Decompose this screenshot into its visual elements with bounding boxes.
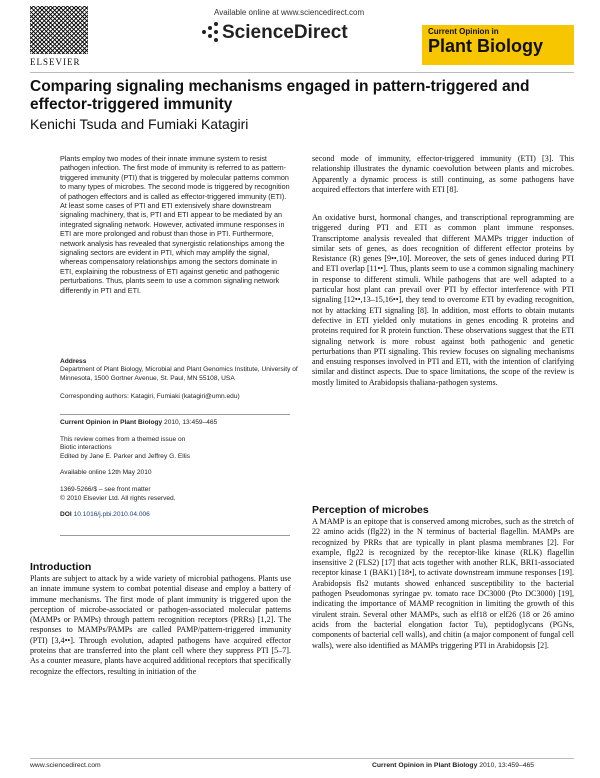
copyright-line: © 2010 Elsevier Ltd. All rights reserved.	[60, 494, 176, 502]
footer-citation	[372, 762, 534, 769]
perception-heading: Perception of microbes	[312, 504, 429, 516]
issue-editors: Edited by Jane E. Parker and Jeffrey G. Ellis	[60, 452, 190, 460]
footer-journal: Current Opinion in Plant Biology	[372, 762, 478, 769]
journal-banner-title: Plant Biology	[428, 36, 544, 56]
second-column-paragraph-1: second mode of immunity, effector-triggered immunity (ETI) [3]. This relationship illustrates the dynamic coevolution between plants and microbes. Apparently a dynamic process is still continuing, as some pathogens have acquired effectors that interfere with ETI [8].	[312, 154, 574, 194]
article-title: Comparing signaling mechanisms engaged in pattern-triggered and effector-triggered immunity	[30, 78, 530, 113]
citebox-top-rule	[60, 414, 290, 415]
citation-volume: 2010, 13:459–465	[162, 419, 218, 426]
citation-box	[60, 419, 300, 520]
second-column-paragraph-2: An oxidative burst, hormonal changes, and transcriptional reprogramming are triggered during PTI and ETI as common plant immune responses. Transcriptome analysis revealed that different MAMPs trigger induction of similar sets of genes, as does recognition of different effector proteins by Resistance (R) genes [9••,10]. Moreover, the sets of genes induced during PTI and ETI overlap [11••]. Thus, plants seem to use a common signaling machinery in response to different stimuli. While pathogens that are well adapted to a particular host plant can prevail over PTI by effector interference with PTI signaling [12••,13–15,16••], they tend to overcome ETI by evading recognition, not by attacking ETI signaling [8]. In addition, most efforts to obtain mutants defective in ETI yielded only mutations in genes encoding R proteins and proteins required for R protein function. These observations suggest that the ETI signaling network is more robust against both pathogenic and genetic perturbations than PTI signaling. This review focuses on signaling mechanisms and ensuing responses involved in PTI and ETI, with the intention of clarifying similar and distinct aspects. Due to space limitations, the scope of the review is mostly limited to Arabidopsis thaliana-pathogen systems.	[312, 213, 574, 387]
header-divider	[30, 72, 574, 73]
available-date: Available online 12th May 2010	[60, 469, 152, 477]
introduction-heading: Introduction	[30, 561, 92, 573]
themed-issue-topic: Biotic interactions	[60, 444, 112, 452]
address-heading: Address	[60, 358, 87, 365]
citation-line	[60, 419, 300, 428]
doi-line	[60, 511, 300, 520]
doi-link[interactable]: 10.1016/j.pbi.2010.04.006	[73, 511, 150, 519]
themed-issue-label: This review comes from a themed issue on	[60, 435, 186, 443]
introduction-text: Plants are subject to attack by a wide variety of microbial pathogens. Plants use an innate immune system to combat potential disease and employ a battery of immune mechanisms. The first mode of plant immunity is triggered upon the perception of microbe-associated or pathogen-associated molecular patterns (MAMPs or PAMPs) through pattern recognition receptors (PRRs) [1,2]. The responses to MAMPs/PAMPs are called PAMP/pattern-triggered immunity (PTI) [3,4••]. Through evolution, adapted pathogens have acquired effector proteins that are transferred into the plant cell where they suppress PTI [5–7]. As a counter measure, plants have acquired additional receptors that specifically recognize the effectors, resulting in initiation of the	[30, 574, 291, 676]
sciencedirect-logo: ScienceDirect	[222, 22, 348, 43]
citation-journal: Current Opinion in Plant Biology	[60, 419, 163, 426]
footer-divider	[30, 758, 574, 759]
abstract: Plants employ two modes of their innate immune system to resist pathogen infection. The first mode of immunity is referred to as pattern-triggered immunity (PTI) that is triggered by molecular patterns common to many types of microbes. The second mode is triggered by recognition of pathogen effectors and is called as effector-triggered immunity (ETI). At least some cases of PTI and ETI extensively share downstream signaling machinery, that is, PTI and ETI appear to be mediated by an integrated signaling network. However, activated immune responses in ETI are more prolonged and robust than those in PTI. Furthermore, network analysis has revealed that synergistic relationships among the signaling sectors are evident in PTI, which may amplify the signal, whereas compensatory relationships among the sectors dominate in ETI, explaining the robustness of ETI against genetic and pathogenic perturbations. Thus, plants seem to use a common signaling network differently in PTI and ETI.	[60, 154, 290, 295]
journal-banner-top: Current Opinion in	[428, 27, 499, 36]
available-online-link[interactable]: Available online at www.sciencedirect.com	[214, 8, 365, 17]
article-authors: Kenichi Tsuda and Fumiaki Katagiri	[30, 116, 249, 132]
publisher-name: ELSEVIER	[30, 57, 81, 67]
issn-line: 1369-5266/$ – see front matter	[60, 485, 151, 493]
sciencedirect-dots-icon	[200, 22, 222, 44]
corresponding-authors: Corresponding authors: Katagiri, Fumiaki (katagiri@umn.edu)	[60, 393, 240, 400]
doi-label: DOI	[60, 511, 72, 519]
footer-pages: 2010, 13:459–465	[477, 762, 535, 769]
citebox-bottom-rule	[60, 535, 290, 536]
footer-website[interactable]: www.sciencedirect.com	[30, 762, 101, 769]
perception-text: A MAMP is an epitope that is conserved among microbes, such as the stretch of 22 amino acids (flg22) in the N terminus of bacterial flagellin. MAMPs are recognized by PRRs that are typically in plant plasma membranes [2]. For example, flg22 is recognized by the receptor-like kinase (RLK) flagellin insensitive 2 (FLS2) [17] that acts together with another RLK, BRI1-associated receptor kinase 1 (BAK1) [18•], to activate downstream immune responses [19]. Arabidopsis fls2 mutants showed enhanced susceptibility to the bacterial pathogen Pseudomonas syringae pv. tomato race DC3000 (Pto DC3000) [19], indicating the importance of MAMP recognition in limiting the growth of this virulent strain. Several other MAMPs, such as elf18 or elf26 (18 or 26 amino acids from the bacterial elongation factor Tu), peptidoglycans (PGNs, components of bacterial cell walls), and chitin (a major component of fungal cell walls), were also identified as MAMPs triggering PTI in Arabidopsis [2].	[312, 517, 574, 650]
address: Department of Plant Biology, Microbial and Plant Genomics Institute, University of Minnesota, 1500 Gortner Avenue, St. Paul, MN 55108, USA	[60, 366, 298, 382]
